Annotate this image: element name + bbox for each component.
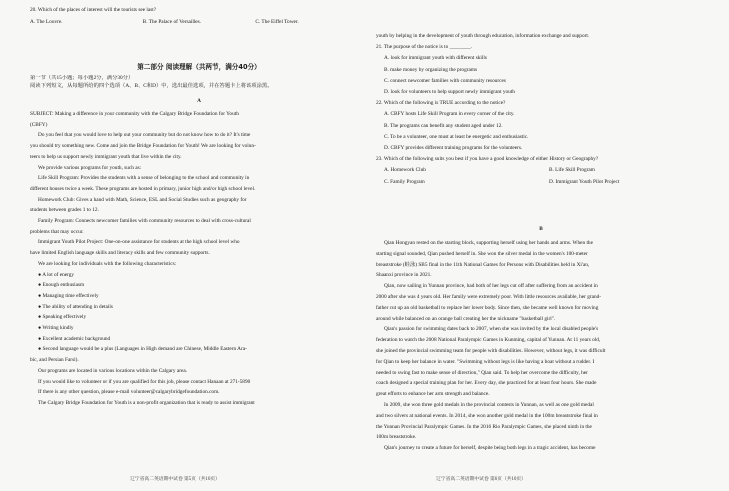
passage-letter: B: [539, 226, 543, 232]
passage-line: bic, and Persian Farsi).: [30, 357, 79, 364]
option-c: C. To be a volunteer, one must at least be energetic and enthusiastic.: [384, 133, 529, 140]
passage-line: problems that may occur.: [30, 228, 84, 235]
question-stem: 23. Which of the following suits you best if you have a good knowledge of either History or Geography?: [376, 156, 599, 163]
passage-line: she joined the provincial swimming team for people with disabilities. However, without legs, it was difficult: [376, 347, 606, 354]
option-c: C. The Eiffel Tower.: [255, 19, 299, 26]
passage-line: Qian, now sailing in Yunnan province, had both of her legs cut off after suffering from an accident in: [384, 283, 598, 290]
passage-line: Qian's passion for swimming dates back to 2007, when she was invited by the local disabled people's: [384, 326, 599, 333]
passage-a: [30, 109, 368, 409]
passage-line: around while balanced on an orange ball creating her the nickname "basketball girl".: [376, 315, 556, 322]
section-heading: 第一节（共15小题；每小题2分，满分30分）: [30, 75, 134, 81]
passage-line: teers to help us support newly immigrant youth that live within the city.: [30, 153, 182, 160]
passage-line: Life Skill Program: Provides the students with a sense of belonging to the school and community in: [38, 175, 250, 182]
option-a: A. Homework Club: [384, 167, 426, 174]
option-c: C. connect newcomer families with community resources: [384, 77, 506, 84]
option-b: B. The programs can benefit any student aged under 12.: [384, 122, 503, 129]
passage-line: Qian Hongyan rested on the starting block, supporting herself using her hands and arms. When the: [384, 240, 593, 246]
bullet-item: ● Enough enthusiasm: [38, 282, 85, 289]
passage-line: (CBFY): [30, 121, 48, 128]
option-c: C. Family Program: [384, 178, 425, 185]
passage-line: Qian's journey to create a future for herself, despite being both legs in a tragic accident, has become: [384, 445, 596, 452]
question-stem: 22. Which of the following is TRUE according to the notice?: [376, 100, 506, 107]
passage-line: We are looking for individuals with the following characteristics:: [38, 260, 177, 267]
passage-line: Do you feel that you would love to help out your community but do not know how to do it? It's time: [38, 132, 251, 139]
passage-letter: A: [197, 98, 201, 104]
passage-line: the Yunnan Provincial Paralympic Games. In the 2016 Rio Paralympic Games, she placed ninth in the: [376, 423, 592, 430]
option-a: A. look for immigrant youth with different skills: [384, 55, 487, 62]
option-d: D. look for volunteers to help support newly immigrant youth: [384, 89, 515, 96]
option-b: B. Life Skill Program: [549, 167, 595, 174]
passage-line: and two silvers at national events. In 2014, she won another gold medal in the 100m breaststroke final in: [376, 412, 598, 419]
answer-options: [30, 19, 368, 26]
question-stem: 20. Which of the places of interest will the tourists see last?: [30, 7, 157, 13]
bullet-item: ● Second language would be a plus (Languages in High demand are Chinese, Middle Eastern Ara-: [38, 346, 247, 353]
passage-line: breaststroke (蛙泳) SB5 final in the 11th National Games for Persons with Disabilities held in Xi'an,: [376, 261, 590, 268]
left-column: [30, 0, 368, 491]
option-b: B. The Palace of Versailles.: [142, 19, 202, 26]
passage-line: youth by helping in the development of youth through education, information exchange and support.: [376, 33, 590, 39]
passage-b: [376, 238, 706, 454]
question-20: [30, 7, 368, 26]
bullet-item: ● Speaking effectively: [38, 314, 87, 321]
answer-options: [376, 165, 706, 176]
bullet-item: ● Writing kindly: [38, 325, 74, 332]
option-b: B. make money by organizing the programs: [384, 66, 478, 73]
passage-line: starting signal sounded, Qian pushed herself in. She won the silver medal in the women's 100-meter: [376, 250, 588, 257]
passage-line: 100m breaststroke.: [376, 434, 417, 441]
passage-line: SUBJECT: Making a difference in your community with the Calgary Bridge Foundation for Youth: [30, 111, 239, 117]
answer-options: [376, 177, 706, 188]
right-column: [376, 0, 706, 491]
passage-line: 2000 after she was 4 years old. Her family were extremely poor. With little resources available, her grand-: [376, 293, 602, 300]
passage-line: you should try something new. Come and join the Bridge Foundation for Youth! We are looking for volun-: [30, 143, 256, 150]
passage-line: for Qian to keep her balance in water. "Swimming without legs is like having a boat without a rudder. I: [376, 358, 595, 365]
passage-line: If you would like to volunteer or if you are qualified for this job, please contact Hanaan at 271-5890: [38, 378, 251, 385]
passage-line: Shaanxi province in 2021.: [376, 272, 432, 279]
passage-line: students between grades 1 to 12.: [30, 207, 99, 214]
passage-line: federation to watch the 2008 National Paralympic Games in Kunming, capital of Yunnan. At 11 years old,: [376, 337, 601, 344]
option-a: A. The Louvre.: [30, 19, 63, 26]
passage-line: father cut up an old basketball to replace her lower body. Since then, she became well known for moving: [376, 304, 599, 311]
passage-line: If there is any other question, please e-mail volunteer@calgarybridgefoundation.com.: [38, 389, 220, 396]
option-d: D. Immigrant Youth Pilot Project: [549, 178, 620, 185]
passage-line: needed to swing fast to make sense of direction," Qian said. To help her overcome the difficulty, her: [376, 369, 588, 376]
bullet-item: ● Excellent academic background: [38, 335, 111, 342]
passage-line: have limited English language skills and literacy skills and few community supports.: [30, 250, 210, 257]
bullet-item: ● A lot of energy: [38, 271, 75, 278]
passage-line: Family Program: Connects newcomer families with community resources to deal with cross-cultural: [38, 218, 251, 225]
passage-line: Our programs are located in various locations within the Calgary area.: [38, 367, 187, 374]
part-heading: 第二部分 阅读理解（共两节，满分40分）: [137, 63, 261, 71]
passage-line: great efforts to enhance her arm strength and balance.: [376, 391, 490, 398]
passage-line: We provide various programs for youth, such as:: [38, 164, 142, 171]
passage-line: coach designed a special training plan for her. Every day, she practiced for at least four hours. She made: [376, 380, 597, 387]
page-footer: 辽宁省高二英语期中试卷 第6页（共10页）: [436, 476, 526, 482]
bullet-item: ● Managing time effectively: [38, 292, 99, 299]
passage-line: In 2009, she won three gold medals in the provincial contests in Yunnan, as well as one gold medal: [384, 401, 594, 408]
passage-line: The Calgary Bridge Foundation for Youth is a non-profit organization that is ready to assist immigrant: [38, 399, 255, 406]
option-d: D. CBFY provides different training programs for the volunteers.: [384, 145, 523, 152]
passage-line: Immigrant Youth Pilot Project: One-on-one assistance for students at the high school level who: [38, 239, 240, 246]
bullet-item: ● The ability of attending in details: [38, 303, 113, 310]
instruction: 阅读下列短文，从每题所给的四个选项（A、B、C和D）中，选出最佳选项，并在答题卡上将该项涂黑。: [30, 83, 273, 89]
question-stem: 21. The purpose of the notice is to ________.: [376, 44, 473, 51]
page-footer: 辽宁省高二英语期中试卷 第5页（共10页）: [130, 476, 220, 482]
option-a: A. CBFY hosts Life Skill Program in every corner of the city.: [384, 111, 515, 118]
passage-line: different houses twice a week. These programs are hosted in primary, junior high and/or high school level.: [30, 185, 256, 192]
passage-line: Homework Club: Gives a hand with Math, Science, ESL and Social Studies such as geography for: [38, 196, 247, 203]
questions-21-23: [376, 31, 706, 188]
